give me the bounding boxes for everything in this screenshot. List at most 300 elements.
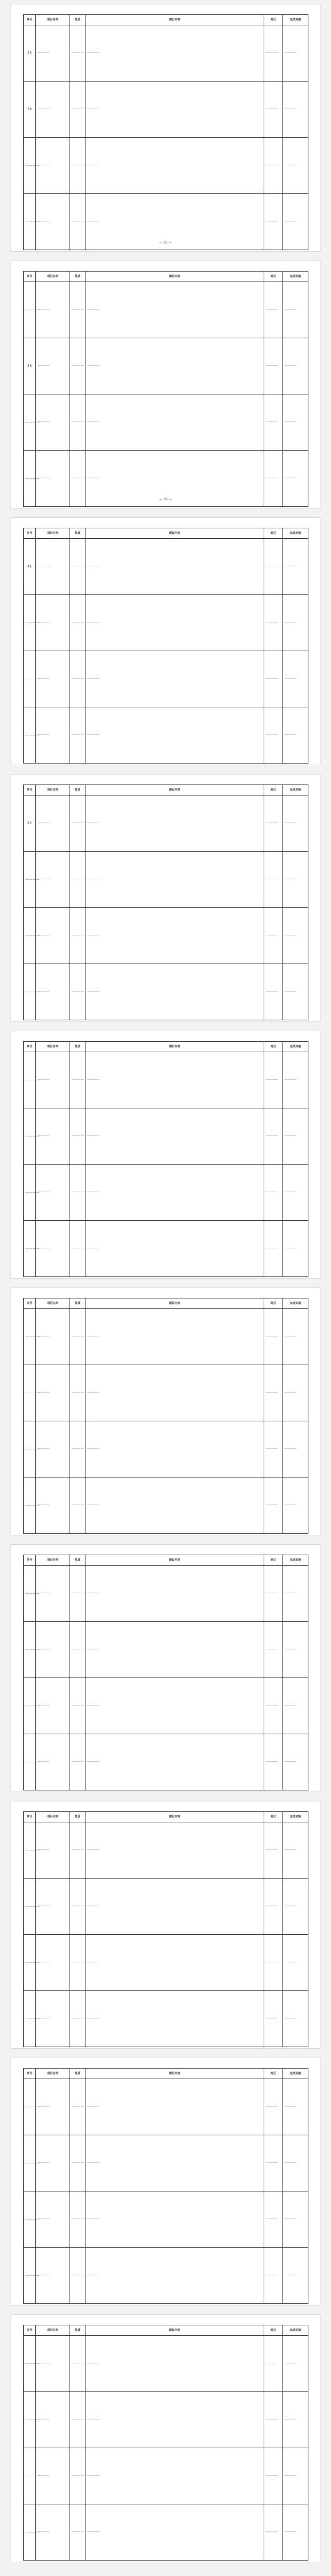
row-number (24, 394, 40, 451)
unreadable-text: ———— (38, 2217, 50, 2221)
row-type (70, 338, 86, 394)
unreadable-text: ———— (266, 2418, 278, 2421)
unreadable-text: ———— (87, 2474, 99, 2477)
row-number (24, 2336, 40, 2392)
unreadable-text: ———— (87, 1648, 99, 1651)
row-content (86, 2336, 264, 2392)
header-content: 建设内容 (86, 272, 264, 282)
row-project-name (36, 2248, 70, 2304)
row-content (86, 1822, 264, 1879)
table-row (24, 1478, 308, 1534)
row-type (70, 2504, 86, 2561)
unreadable-text: ———— (38, 1447, 50, 1451)
row-location (264, 651, 283, 707)
unreadable-text: ———— (87, 1391, 99, 1394)
row-project-name (36, 282, 70, 338)
unreadable-text: ———— (285, 1391, 297, 1394)
unreadable-text: ———— (266, 2161, 278, 2164)
row-project-name (36, 2135, 70, 2191)
row-project-name (36, 1935, 70, 1991)
document-page (11, 775, 320, 1021)
unreadable-text: ———— (25, 2017, 40, 2021)
row-type (70, 964, 86, 1020)
unreadable-text: ———— (72, 2418, 84, 2421)
unreadable-text: ———— (285, 1848, 297, 1852)
unreadable-text: ———— (266, 1078, 278, 1081)
unreadable-text: ———— (87, 308, 99, 311)
row-note (283, 1991, 308, 2047)
table-header-row (24, 1555, 308, 1566)
table-row (24, 394, 308, 451)
row-location (264, 338, 283, 394)
table-row (24, 1678, 308, 1734)
row-location (264, 1935, 283, 1991)
unreadable-text: ———— (38, 1848, 50, 1852)
table-header-row (24, 528, 308, 539)
unreadable-text: ———— (72, 2274, 84, 2277)
header-no: 序号 (24, 1298, 36, 1309)
unreadable-text: ———— (72, 1078, 84, 1081)
unreadable-text: ———— (72, 2362, 84, 2365)
unreadable-text: ———— (266, 2274, 278, 2277)
row-location (264, 1221, 283, 1277)
row-type (70, 2448, 86, 2504)
unreadable-text: ———— (38, 364, 50, 367)
row-note (283, 1822, 308, 1879)
unreadable-text: ———— (38, 51, 50, 55)
unreadable-text: ———— (72, 164, 84, 167)
header-no: 序号 (24, 1555, 36, 1566)
header-note: 完成实施 (283, 1042, 308, 1052)
unreadable-text: ———— (72, 51, 84, 55)
row-content (86, 25, 264, 82)
unreadable-text: ———— (266, 1391, 278, 1394)
unreadable-text: ———— (87, 2217, 99, 2221)
row-number (24, 2392, 40, 2448)
unreadable-text: ———— (72, 1904, 84, 1908)
row-type (70, 1879, 86, 1935)
unreadable-text: ———— (87, 107, 99, 111)
row-location (264, 1309, 283, 1365)
header-note: 完成实施 (283, 2069, 308, 2079)
document-page (11, 4, 320, 251)
unreadable-text: ———— (38, 821, 50, 825)
header-location: 地区 (264, 1555, 283, 1566)
unreadable-text: ———— (285, 308, 297, 311)
table-row (24, 1991, 308, 2047)
unreadable-text: ———— (266, 220, 278, 223)
unreadable-text: ———— (87, 1592, 99, 1595)
row-number (24, 1478, 40, 1534)
unreadable-text: ———— (72, 621, 84, 624)
unreadable-text: ———— (38, 677, 50, 680)
row-number (24, 1822, 40, 1879)
table-row (24, 1165, 308, 1221)
row-note (283, 25, 308, 82)
unreadable-text: ———— (25, 1961, 40, 1965)
unreadable-text: ———— (38, 1134, 50, 1138)
row-number (24, 2248, 40, 2304)
header-type: 性质 (70, 272, 86, 282)
unreadable-text: ———— (266, 1190, 278, 1194)
unreadable-text: ———— (285, 1335, 297, 1338)
header-project-name: 项目名称 (36, 1298, 70, 1309)
unreadable-text: ———— (87, 621, 99, 624)
unreadable-text: ———— (38, 733, 50, 737)
unreadable-text: ———— (285, 477, 297, 480)
unreadable-text: ———— (87, 1447, 99, 1451)
unreadable-text: ———— (285, 990, 297, 993)
table-header-row (24, 1812, 308, 1822)
row-content (86, 2448, 264, 2504)
row-location (264, 1108, 283, 1165)
row-note (283, 1421, 308, 1478)
row-type (70, 2336, 86, 2392)
header-type: 性质 (70, 1042, 86, 1052)
row-content (86, 595, 264, 651)
row-type (70, 394, 86, 451)
unreadable-text: ———— (25, 1134, 40, 1138)
row-number (24, 282, 40, 338)
header-location: 地区 (264, 272, 283, 282)
unreadable-text: ———— (266, 1760, 278, 1763)
table-row (24, 338, 308, 394)
header-location: 地区 (264, 1042, 283, 1052)
row-note (283, 707, 308, 764)
unreadable-text: ———— (72, 1648, 84, 1651)
unreadable-text: ———— (38, 1335, 50, 1338)
unreadable-text: ———— (38, 1760, 50, 1763)
row-type (70, 2191, 86, 2248)
row-location (264, 2079, 283, 2135)
header-content: 建设内容 (86, 2069, 264, 2079)
row-type (70, 651, 86, 707)
unreadable-text: ———— (72, 1447, 84, 1451)
row-note (283, 2504, 308, 2561)
row-note (283, 82, 308, 138)
row-location (264, 595, 283, 651)
unreadable-text: ———— (266, 1247, 278, 1250)
unreadable-text: ———— (72, 308, 84, 311)
row-type (70, 2135, 86, 2191)
unreadable-text: ———— (266, 107, 278, 111)
unreadable-text: ———— (285, 821, 297, 825)
row-project-name (36, 2336, 70, 2392)
header-location: 地区 (264, 1298, 283, 1309)
row-project-name (36, 651, 70, 707)
table-row (24, 2336, 308, 2392)
row-content (86, 282, 264, 338)
row-note (283, 1365, 308, 1421)
header-note: 完成实施 (283, 272, 308, 282)
unreadable-text: ———— (266, 164, 278, 167)
unreadable-text: ———— (38, 1961, 50, 1964)
unreadable-text: ———— (87, 2017, 99, 2020)
header-type: 性质 (70, 1812, 86, 1822)
unreadable-text: ———— (25, 1503, 40, 1507)
project-table (23, 2068, 308, 2304)
unreadable-text: ———— (87, 364, 99, 367)
unreadable-text: ———— (285, 878, 297, 881)
table-row (24, 1365, 308, 1421)
unreadable-text: ———— (87, 2418, 99, 2421)
row-number (24, 651, 40, 707)
row-content (86, 1165, 264, 1221)
unreadable-text: ———— (87, 164, 99, 167)
unreadable-text: ———— (266, 733, 278, 737)
row-project-name (36, 1622, 70, 1678)
header-project-name: 项目名称 (36, 1812, 70, 1822)
unreadable-text: ———— (285, 107, 297, 111)
unreadable-text: ———— (38, 1190, 50, 1194)
row-type (70, 1991, 86, 2047)
header-note: 完成实施 (283, 1298, 308, 1309)
row-number (24, 1052, 40, 1108)
unreadable-text: ———— (25, 1904, 40, 1908)
unreadable-text: ———— (25, 733, 40, 737)
row-type (70, 908, 86, 964)
row-type (70, 1421, 86, 1478)
project-table (23, 784, 308, 1020)
unreadable-text: ———— (25, 1078, 40, 1082)
row-project-name (36, 539, 70, 595)
row-content (86, 1309, 264, 1365)
row-location (264, 2191, 283, 2248)
unreadable-text: ———— (72, 2530, 84, 2534)
unreadable-text: ———— (38, 2362, 50, 2365)
unreadable-text: ———— (285, 677, 297, 680)
row-note (283, 2448, 308, 2504)
unreadable-text: ———— (38, 1704, 50, 1707)
row-location (264, 1622, 283, 1678)
unreadable-text: ———— (87, 733, 99, 737)
page-number: — 15 — (159, 241, 172, 245)
row-type (70, 595, 86, 651)
unreadable-text: ———— (72, 1503, 84, 1507)
row-note (283, 1734, 308, 1790)
header-no: 序号 (24, 2069, 36, 2079)
row-content (86, 1478, 264, 1534)
header-type: 性质 (70, 785, 86, 795)
row-type (70, 2079, 86, 2135)
unreadable-text: ———— (87, 220, 99, 223)
table-row (24, 2248, 308, 2304)
unreadable-text: ———— (72, 1391, 84, 1394)
project-table (23, 1555, 308, 1790)
header-type: 性质 (70, 1555, 86, 1566)
unreadable-text: ———— (87, 1904, 99, 1908)
unreadable-text: ———— (266, 2217, 278, 2221)
unreadable-text: ———— (25, 1447, 40, 1451)
unreadable-text: ———— (38, 2017, 50, 2020)
unreadable-text: ———— (72, 733, 84, 737)
unreadable-text: ———— (25, 2530, 40, 2534)
row-number (24, 1622, 40, 1678)
header-project-name: 项目名称 (36, 272, 70, 282)
row-note (283, 908, 308, 964)
unreadable-text: ———— (38, 1503, 50, 1507)
header-no: 序号 (24, 785, 36, 795)
unreadable-text: ———— (285, 934, 297, 937)
row-note (283, 1879, 308, 1935)
row-content (86, 2392, 264, 2448)
row-location (264, 908, 283, 964)
row-type (70, 2392, 86, 2448)
table-row (24, 1108, 308, 1165)
unreadable-text: ———— (285, 2274, 297, 2277)
table-row (24, 539, 308, 595)
row-content (86, 338, 264, 394)
row-type (70, 1309, 86, 1365)
table-row (24, 1309, 308, 1365)
unreadable-text: ———— (266, 51, 278, 55)
row-project-name (36, 1566, 70, 1622)
unreadable-text: ———— (72, 677, 84, 680)
unreadable-text: ———— (285, 1247, 297, 1250)
row-number (24, 1935, 40, 1991)
row-number: 41 (24, 539, 36, 595)
unreadable-text: ———— (87, 2362, 99, 2365)
unreadable-text: ———— (72, 2217, 84, 2221)
row-number (24, 2135, 40, 2191)
unreadable-text: ———— (72, 2105, 84, 2108)
row-content (86, 1421, 264, 1478)
row-content (86, 1566, 264, 1622)
row-note (283, 852, 308, 908)
row-content (86, 539, 264, 595)
header-no: 序号 (24, 272, 36, 282)
project-table (23, 528, 308, 764)
unreadable-text: ———— (266, 2017, 278, 2020)
unreadable-text: ———— (38, 1592, 50, 1595)
row-type (70, 1822, 86, 1879)
project-table (23, 14, 308, 250)
unreadable-text: ———— (72, 1134, 84, 1138)
header-content: 建设内容 (86, 1298, 264, 1309)
unreadable-text: ———— (25, 1391, 40, 1395)
row-type (70, 795, 86, 852)
document-page (11, 261, 320, 508)
row-number (24, 1309, 40, 1365)
row-project-name (36, 964, 70, 1020)
table-row (24, 2135, 308, 2191)
unreadable-text: ———— (25, 1848, 40, 1852)
row-type (70, 1678, 86, 1734)
unreadable-text: ———— (87, 934, 99, 937)
unreadable-text: ———— (87, 1848, 99, 1852)
unreadable-text: ———— (72, 420, 84, 424)
unreadable-text: ———— (285, 1904, 297, 1908)
unreadable-text: ———— (72, 1704, 84, 1707)
unreadable-text: ———— (285, 1961, 297, 1964)
row-type (70, 539, 86, 595)
table-row (24, 1052, 308, 1108)
row-content (86, 2135, 264, 2191)
unreadable-text: ———— (25, 1592, 40, 1595)
unreadable-text: ———— (72, 878, 84, 881)
unreadable-text: ———— (72, 1848, 84, 1852)
unreadable-text: ———— (38, 990, 50, 993)
row-location (264, 1879, 283, 1935)
row-note (283, 138, 308, 194)
table-header-row (24, 2325, 308, 2336)
table-row (24, 1822, 308, 1879)
row-number (24, 1566, 40, 1622)
row-project-name (36, 1421, 70, 1478)
header-note: 完成实施 (283, 785, 308, 795)
row-project-name (36, 908, 70, 964)
unreadable-text: ———— (285, 1078, 297, 1081)
row-content (86, 908, 264, 964)
row-type (70, 1566, 86, 1622)
row-project-name (36, 1052, 70, 1108)
unreadable-text: ———— (87, 565, 99, 568)
row-note (283, 394, 308, 451)
row-project-name (36, 25, 70, 82)
row-note (283, 1566, 308, 1622)
row-location (264, 2392, 283, 2448)
header-project-name: 项目名称 (36, 1555, 70, 1566)
unreadable-text: ———— (87, 51, 99, 55)
header-location: 地区 (264, 528, 283, 539)
table-row (24, 138, 308, 194)
unreadable-text: ———— (38, 2418, 50, 2421)
document-page (11, 1288, 320, 1535)
unreadable-text: ———— (266, 364, 278, 367)
unreadable-text: ———— (266, 1592, 278, 1595)
row-type (70, 1221, 86, 1277)
table-row (24, 2392, 308, 2448)
document-page (11, 1545, 320, 1792)
unreadable-text: ———— (38, 107, 50, 111)
row-location (264, 1165, 283, 1221)
unreadable-text: ———— (285, 621, 297, 624)
unreadable-text: ———— (72, 2474, 84, 2477)
row-content (86, 1108, 264, 1165)
unreadable-text: ———— (25, 2418, 40, 2422)
unreadable-text: ———— (266, 1904, 278, 1908)
row-note (283, 1108, 308, 1165)
table-header-row (24, 785, 308, 795)
unreadable-text: ———— (25, 1704, 40, 1708)
unreadable-text: ———— (266, 565, 278, 568)
header-content: 建设内容 (86, 528, 264, 539)
row-content (86, 1991, 264, 2047)
row-number (24, 1991, 40, 2047)
unreadable-text: ———— (72, 1961, 84, 1964)
unreadable-text: ———— (38, 934, 50, 937)
row-project-name (36, 1879, 70, 1935)
unreadable-text: ———— (266, 477, 278, 480)
row-content (86, 651, 264, 707)
unreadable-text: ———— (266, 621, 278, 624)
row-number: 38 (24, 338, 36, 394)
row-content (86, 1052, 264, 1108)
row-project-name (36, 2392, 70, 2448)
unreadable-text: ———— (285, 2530, 297, 2534)
unreadable-text: ———— (72, 220, 84, 223)
row-location (264, 795, 283, 852)
document-page (11, 1031, 320, 1278)
unreadable-text: ———— (87, 2274, 99, 2277)
unreadable-text: ———— (285, 2161, 297, 2164)
unreadable-text: ———— (266, 1503, 278, 1507)
unreadable-text: ———— (285, 1503, 297, 1507)
table-header-row (24, 15, 308, 25)
row-content (86, 1678, 264, 1734)
row-note (283, 1935, 308, 1991)
unreadable-text: ———— (72, 934, 84, 937)
